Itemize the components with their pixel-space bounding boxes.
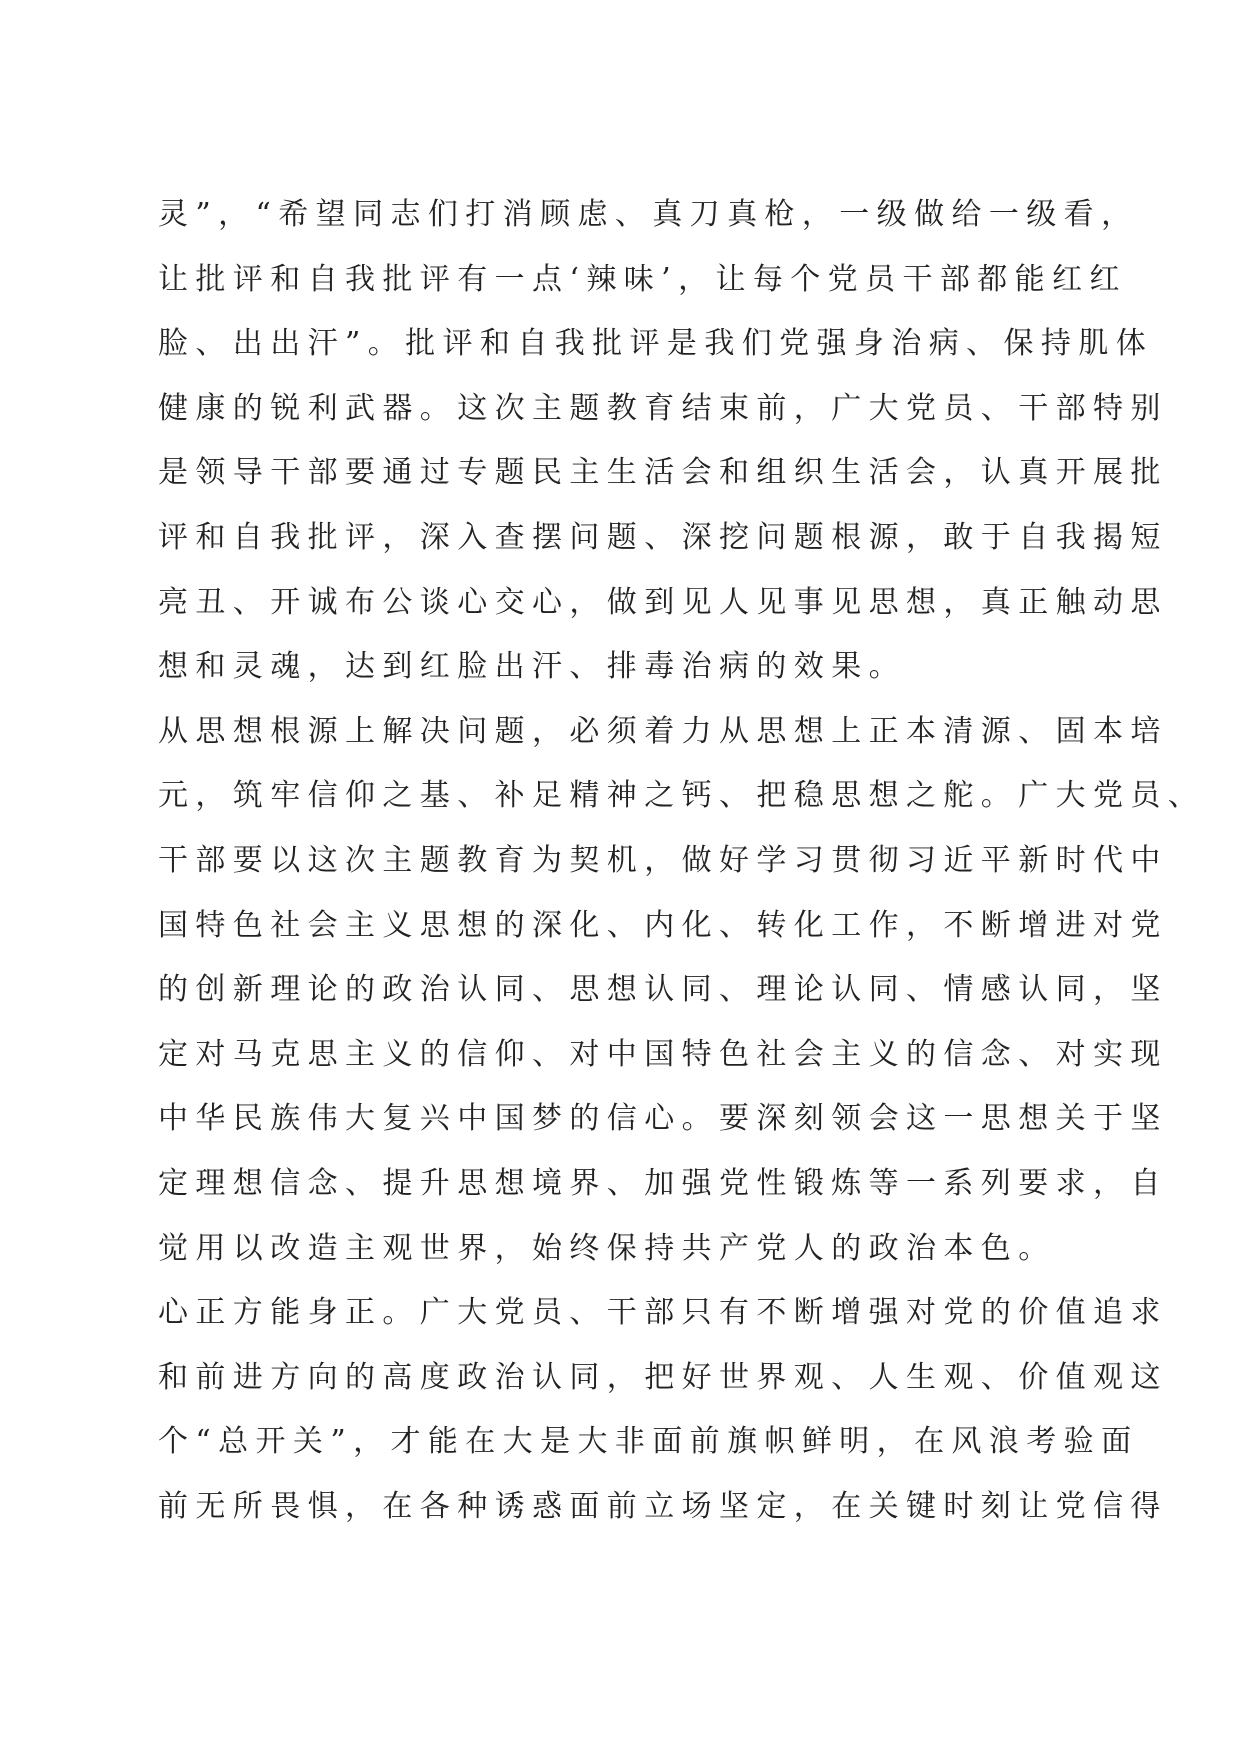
text-line: 定对马克思主义的信仰、对中国特色社会主义的信念、对实现 xyxy=(158,1036,1168,1072)
text-line: 个“总开关”，才能在大是大非面前旗帜鲜明，在风浪考验面 xyxy=(158,1424,1139,1460)
text-line: 前无所畏惧，在各种诱惑面前立场坚定，在关键时刻让党信得 xyxy=(158,1488,1168,1524)
text-line: 元，筑牢信仰之基、补足精神之钙、把稳思想之舵。广大党员、 xyxy=(158,778,1206,814)
text-line: 想和灵魂，达到红脸出汗、排毒治病的效果。 xyxy=(158,649,906,685)
text-line: 亮丑、开诚布公谈心交心，做到见人见事见思想，真正触动思 xyxy=(158,584,1168,620)
text-line: 灵”，“希望同志们打消顾虑、真刀真枪，一级做给一级看， xyxy=(158,197,1139,232)
text-line: 定理想信念、提升思想境界、加强党性锻炼等一系列要求，自 xyxy=(158,1165,1168,1201)
text-line: 让批评和自我批评有一点‘辣味’，让每个党员干部都能红红 xyxy=(158,261,1127,297)
text-line: 觉用以改造主观世界，始终保持共产党人的政治本色。 xyxy=(158,1230,1056,1266)
text-line: 的创新理论的政治认同、思想认同、理论认同、情感认同，坚 xyxy=(158,972,1168,1008)
text-line: 脸、出出汗”。批评和自我批评是我们党强身治病、保持肌体 xyxy=(158,326,1154,362)
text-line: 心正方能身正。广大党员、干部只有不断增强对党的价值追求 xyxy=(158,1295,1168,1331)
text-line: 从思想根源上解决问题，必须着力从思想上正本清源、固本培 xyxy=(158,713,1168,749)
text-line: 评和自我批评，深入查摆问题、深挖问题根源，敢于自我揭短 xyxy=(158,519,1168,555)
text-line: 是领导干部要通过专题民主生活会和组织生活会，认真开展批 xyxy=(158,455,1168,491)
text-line: 干部要以这次主题教育为契机，做好学习贯彻习近平新时代中 xyxy=(158,842,1168,878)
text-line: 中华民族伟大复兴中国梦的信心。要深刻领会这一思想关于坚 xyxy=(158,1101,1168,1137)
text-line: 和前进方向的高度政治认同，把好世界观、人生观、价值观这 xyxy=(158,1359,1168,1395)
body-text xyxy=(158,183,1206,1539)
text-line: 健康的锐利武器。这次主题教育结束前，广大党员、干部特别 xyxy=(158,390,1168,426)
text-line: 国特色社会主义思想的深化、内化、转化工作，不断增进对党 xyxy=(158,907,1168,943)
